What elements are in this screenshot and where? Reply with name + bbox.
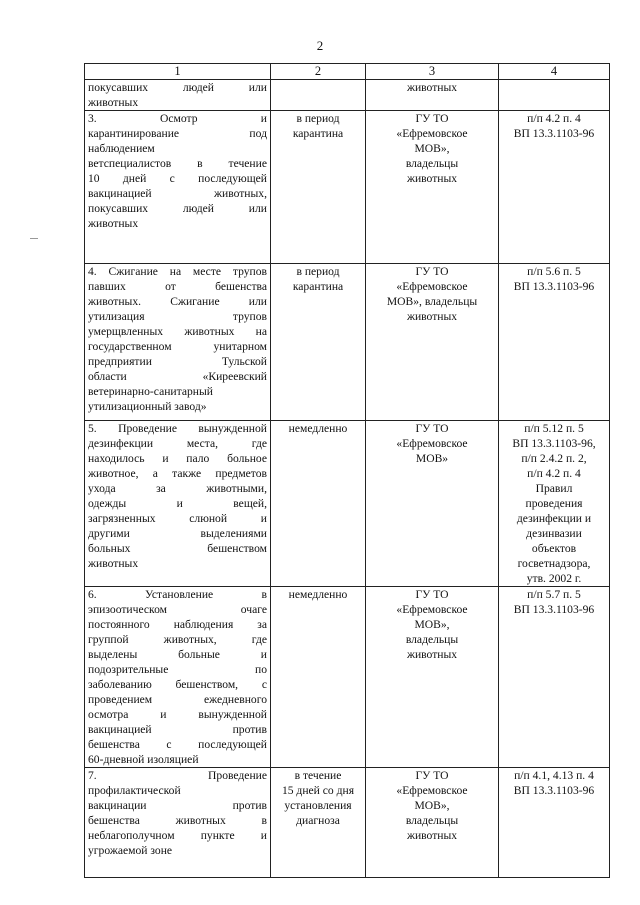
table-row (85, 768, 610, 878)
cell-measure (85, 587, 271, 768)
basis-line: ВП 13.3.1103-96 (513, 280, 595, 293)
basis-line: проведения (525, 497, 583, 510)
cell-basis (499, 264, 610, 421)
cell-responsible (366, 111, 499, 264)
measure-line: больных бешенством (88, 542, 267, 555)
measure-line: угрожаемой зоне (88, 844, 173, 857)
responsible-line: МОВ» (415, 452, 449, 465)
measure-line: 3. Осмотр и (88, 112, 267, 125)
measure-line: осмотра и вынужденной (88, 708, 267, 721)
table-row (85, 264, 610, 421)
margin-mark (30, 238, 38, 239)
measures-table (84, 63, 610, 878)
deadline-line: диагноза (296, 814, 340, 827)
column-header-2: 2 (271, 64, 366, 80)
basis-line: дезинфекции и (516, 512, 592, 525)
measure-line: проведением ежедневного (88, 693, 267, 706)
basis-line: госветнадзора, (517, 557, 591, 570)
responsible-line: владельцы (405, 157, 459, 170)
basis-line: ВП 13.3.1103-96 (513, 127, 595, 140)
measure-line: 60-дневной изоляцией (88, 753, 199, 766)
measure-line: другими выделениями (88, 527, 267, 540)
cell-measure (85, 768, 271, 878)
cell-responsible (366, 768, 499, 878)
measure-line: ветспециалистов в течение (88, 157, 267, 170)
measure-line: государственном унитарном (88, 340, 267, 353)
measure-line: загрязненных слюной и (88, 512, 267, 525)
measure-line: одежды и вещей, (88, 497, 267, 510)
basis-line: ВП 13.3.1103-96 (513, 603, 595, 616)
page-number: 2 (316, 38, 324, 53)
basis-line: п/п 5.6 п. 5 (527, 265, 581, 278)
measure-line: покусавших людей или (88, 81, 267, 94)
responsible-line: животных (406, 172, 458, 185)
responsible-line: «Ефремовское (396, 437, 468, 450)
measure-line: неблагополучном пункте и (88, 829, 267, 842)
measure-line: профилактической (88, 784, 181, 797)
table-row (85, 587, 610, 768)
cell-deadline (271, 768, 366, 878)
measure-line: утилизационный завод» (88, 400, 207, 413)
table-row (85, 80, 610, 111)
cell-deadline (271, 80, 366, 111)
measure-line: утилизация трупов (88, 310, 267, 323)
basis-line: ВП 13.3.1103-96 (513, 784, 595, 797)
table-row (85, 421, 610, 587)
basis-line: Правил (535, 482, 573, 495)
measure-line: постоянного наблюдения за (88, 618, 267, 631)
measure-line: павших от бешенства (88, 280, 267, 293)
basis-line: п/п 5.12 п. 5 (524, 422, 584, 435)
cell-responsible (366, 587, 499, 768)
cell-deadline (271, 421, 366, 587)
measure-line: бешенства с последующей (88, 738, 267, 751)
responsible-line: ГУ ТО (415, 112, 449, 125)
cell-measure (85, 80, 271, 111)
deadline-line: немедленно (288, 588, 348, 601)
measure-line: находилось и пало больное (88, 452, 267, 465)
cell-responsible (366, 264, 499, 421)
cell-basis (499, 768, 610, 878)
measure-line: наблюдением (88, 142, 155, 155)
deadline-line: в период (296, 112, 340, 125)
responsible-line: владельцы (405, 633, 459, 646)
responsible-line: владельцы (405, 814, 459, 827)
responsible-line: ГУ ТО (415, 422, 449, 435)
measure-line: 10 дней с последующей (88, 172, 267, 185)
column-header-3: 3 (366, 64, 499, 80)
measure-line: ветеринарно-санитарный (88, 385, 213, 398)
cell-deadline (271, 264, 366, 421)
measure-line: 7. Проведение (88, 769, 267, 782)
cell-basis (499, 587, 610, 768)
deadline-line: в течение (294, 769, 342, 782)
responsible-line: животных (406, 310, 458, 323)
measure-line: животных (88, 96, 139, 109)
responsible-line: животных (406, 829, 458, 842)
responsible-line: «Ефремовское (396, 603, 468, 616)
deadline-line: установления (284, 799, 352, 812)
measure-line: дезинфекции места, где (88, 437, 267, 450)
table-header-row (85, 64, 610, 80)
basis-line: п/п 5.7 п. 5 (527, 588, 581, 601)
measure-line: выделены больные и (88, 648, 267, 661)
cell-responsible (366, 421, 499, 587)
responsible-line: МОВ», (414, 618, 450, 631)
measure-line: животное, а также предметов (88, 467, 267, 480)
deadline-line: карантина (292, 280, 344, 293)
cell-basis (499, 111, 610, 264)
cell-deadline (271, 111, 366, 264)
cell-basis (499, 421, 610, 587)
basis-line: п/п 4.2 п. 4 (527, 112, 581, 125)
measure-line: покусавших людей или (88, 202, 267, 215)
measure-line: животных (88, 557, 139, 570)
measure-line: эпизоотическом очаге (88, 603, 267, 616)
measure-line: подозрительные по (88, 663, 267, 676)
deadline-line: 15 дней со дня (281, 784, 355, 797)
responsible-line: ГУ ТО (415, 588, 449, 601)
deadline-line: в период (296, 265, 340, 278)
cell-basis (499, 80, 610, 111)
measure-line: области «Киреевский (88, 370, 267, 383)
responsible-line: животных (406, 648, 458, 661)
deadline-line: немедленно (288, 422, 348, 435)
measure-line: бешенства животных в (88, 814, 267, 827)
basis-line: утв. 2002 г. (526, 572, 582, 585)
responsible-line: животных (406, 81, 458, 94)
measure-line: группой животных, где (88, 633, 267, 646)
basis-line: п/п 4.1, 4.13 п. 4 (514, 769, 594, 782)
cell-deadline (271, 587, 366, 768)
deadline-line: карантина (292, 127, 344, 140)
responsible-line: МОВ», (414, 142, 450, 155)
responsible-line: «Ефремовское (396, 784, 468, 797)
measure-line: карантинирование под (88, 127, 267, 140)
measure-line: 5. Проведение вынужденной (88, 422, 267, 435)
column-header-4: 4 (499, 64, 610, 80)
measure-line: предприятии Тульской (88, 355, 267, 368)
measure-line: 4. Сжигание на месте трупов (88, 265, 267, 278)
cell-measure (85, 264, 271, 421)
responsible-line: «Ефремовское (396, 280, 468, 293)
cell-measure (85, 421, 271, 587)
responsible-line: ГУ ТО (415, 265, 449, 278)
cell-measure (85, 111, 271, 264)
responsible-line: МОВ», (414, 799, 450, 812)
basis-line: объектов (531, 542, 577, 555)
measure-line: вакцинацией против (88, 723, 267, 736)
responsible-line: «Ефремовское (396, 127, 468, 140)
basis-line: дезинвазии (526, 527, 582, 540)
measure-line: вакцинацией животных, (88, 187, 267, 200)
responsible-line: ГУ ТО (415, 769, 449, 782)
basis-line: ВП 13.3.1103-96, (512, 437, 596, 450)
basis-line: п/п 4.2 п. 4 (527, 467, 581, 480)
measure-line: вакцинации против (88, 799, 267, 812)
measure-line: животных (88, 217, 139, 230)
column-header-1: 1 (85, 64, 271, 80)
measure-line: умерщвленных животных на (88, 325, 267, 338)
measure-line: заболеванию бешенством, с (88, 678, 267, 691)
responsible-line: МОВ», владельцы (386, 295, 478, 308)
cell-responsible (366, 80, 499, 111)
measure-line: животных. Сжигание или (88, 295, 267, 308)
measure-line: 6. Установление в (88, 588, 267, 601)
basis-line: п/п 2.4.2 п. 2, (521, 452, 587, 465)
measure-line: ухода за животными, (88, 482, 267, 495)
table-row (85, 111, 610, 264)
